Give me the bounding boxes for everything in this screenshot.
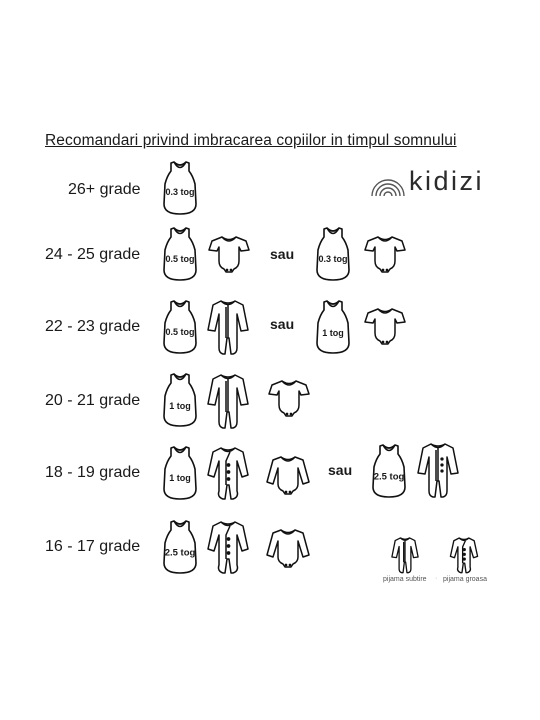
tog-label: 2.5 tog	[164, 547, 196, 559]
row-label-22-23: 22 - 23 grade	[45, 318, 141, 335]
short-sleeve-bodysuit-icon	[364, 306, 406, 346]
sleeping-bag-icon	[315, 299, 351, 355]
thick-pajama-icon	[449, 536, 479, 574]
legend-separator-icon: ·	[435, 575, 438, 582]
legend-thin-pajama: pijama subtire	[383, 576, 427, 583]
tog-label: 0.3 tog	[318, 254, 348, 264]
tog-label: 0.3 tog	[165, 187, 195, 197]
row-label-20-21: 20 - 21 grade	[45, 392, 141, 409]
thin-pajama-icon	[206, 298, 250, 356]
row-label-26: 26+ grade	[68, 181, 141, 198]
short-sleeve-bodysuit-icon	[208, 234, 250, 274]
short-sleeve-bodysuit-icon	[364, 234, 406, 274]
short-sleeve-bodysuit-icon	[268, 378, 310, 418]
tog-label: 1 tog	[322, 328, 344, 338]
tog-label: 1 tog	[169, 473, 191, 483]
or-label-row5: sau	[328, 462, 353, 478]
or-label-row2: sau	[270, 246, 295, 262]
thick-pajama-icon	[206, 519, 250, 575]
thick-pajama-icon	[206, 445, 250, 501]
tog-label: 2.5 tog	[373, 471, 405, 483]
legend-thick-pajama: pijama groasa	[443, 576, 487, 583]
long-sleeve-bodysuit-icon	[266, 454, 310, 496]
tog-label: 0.5 tog	[165, 254, 195, 264]
tog-label: 0.5 tog	[165, 327, 195, 337]
brand-name: kidizi	[409, 166, 485, 196]
thin-pajama-icon	[206, 372, 250, 430]
brand-logo	[369, 164, 499, 200]
row-label-24-25: 24 - 25 grade	[45, 246, 141, 263]
row-label-18-19: 18 - 19 grade	[45, 464, 141, 481]
long-sleeve-bodysuit-icon	[266, 527, 310, 569]
page-title: Recomandari privind imbracarea copiilor in timpul somnului	[45, 132, 457, 149]
tog-label: 1 tog	[169, 401, 191, 411]
thin-pajama-icon	[390, 536, 420, 574]
or-label-row3: sau	[270, 316, 295, 332]
thin-pajama-icon	[416, 441, 460, 499]
sleeping-bag-icon	[162, 372, 198, 428]
rainbow-arcs-icon	[369, 166, 407, 198]
row-label-16-17: 16 - 17 grade	[45, 538, 141, 555]
